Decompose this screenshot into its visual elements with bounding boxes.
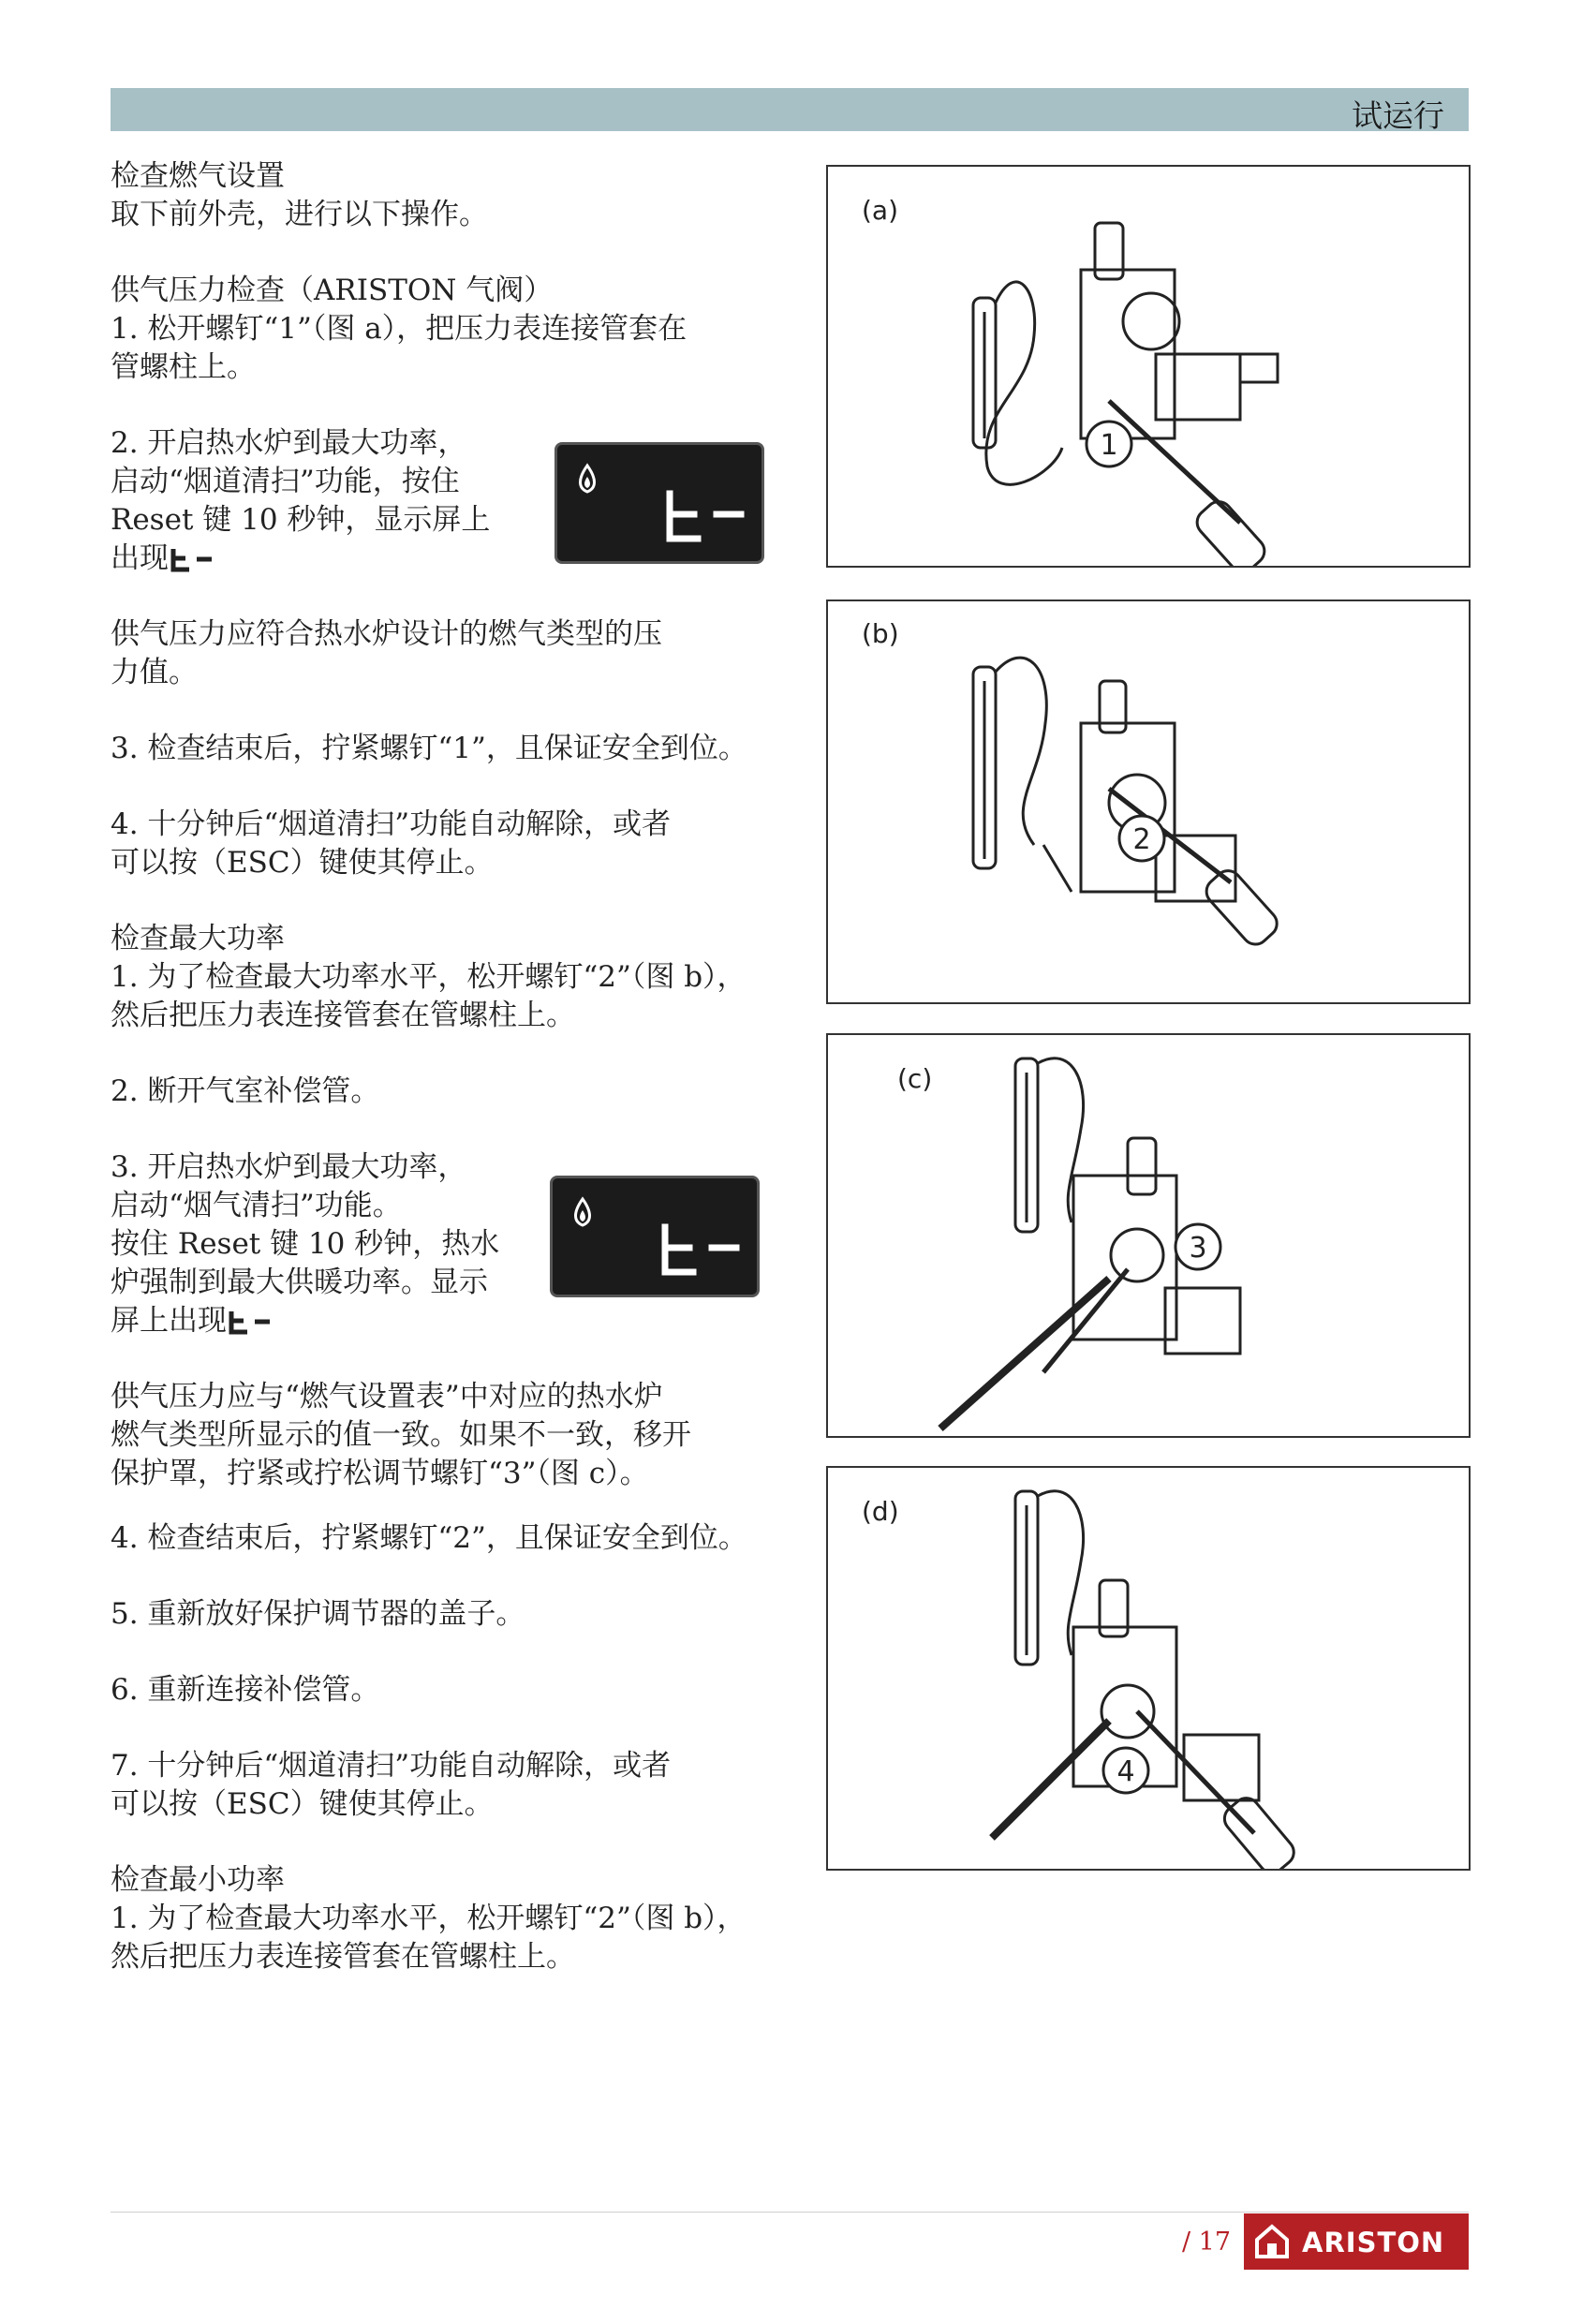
text-line: 按住 Reset 键 10 秒钟，热水 (111, 1227, 500, 1261)
gas-valve-illustration-c (828, 1035, 1469, 1436)
text-line: 炉强制到最大供暖功率。显示 (111, 1266, 488, 1299)
text-line: 然后把压力表连接管套在管螺柱上。 (111, 1940, 575, 1974)
gas-valve-illustration-b (828, 601, 1469, 1002)
text-line: 1. 为了检查最大功率水平，松开螺钉“2”（图 b）， (111, 1902, 747, 1935)
svg-text:1: 1 (1100, 429, 1118, 462)
text-line: 启动“烟气清扫”功能。 (111, 1189, 402, 1222)
svg-text:3: 3 (1189, 1232, 1207, 1265)
callout-1 (1087, 422, 1131, 466)
display-screen-2 (550, 1176, 760, 1297)
figure-a (826, 165, 1471, 568)
text-line-with-symbol: 出现 (111, 540, 776, 578)
text-line: 管螺柱上。 (111, 350, 256, 384)
text-line: 可以按（ESC）键使其停止。 (111, 846, 494, 880)
figure-d (826, 1466, 1471, 1871)
instructions-column (111, 157, 776, 1976)
svg-text:2: 2 (1132, 823, 1151, 856)
figure-label: (b) (862, 618, 899, 649)
display-screen-1 (554, 442, 764, 564)
callout-4 (1103, 1748, 1148, 1793)
text-line: 保护罩，拧紧或拧松调节螺钉“3”（图 c）。 (111, 1457, 649, 1490)
callout-2 (1119, 816, 1164, 861)
tminus-symbol-icon (169, 546, 217, 574)
text-line: 4. 十分钟后“烟道清扫”功能自动解除，或者 (111, 807, 672, 841)
text-line: 3. 检查结束后，拧紧螺钉“1”，且保证安全到位。 (111, 732, 747, 765)
gas-valve-illustration-a (828, 167, 1469, 566)
text-line: 取下前外壳，进行以下操作。 (111, 198, 488, 231)
figure-label: (a) (862, 195, 899, 226)
tminus-segment-icon (665, 1227, 736, 1272)
footer-divider (111, 2212, 1469, 2213)
section-title: 试运行 (1352, 97, 1444, 134)
text-line: 4. 检查结束后，拧紧螺钉“2”，且保证安全到位。 (111, 1521, 747, 1555)
flame-icon (581, 466, 595, 492)
house-logo-icon (1244, 2213, 1300, 2270)
text-line: 燃气类型所显示的值一致。如果不一致，移开 (111, 1418, 691, 1452)
gas-valve-illustration-d (828, 1468, 1469, 1869)
text-line: 7. 十分钟后“烟道清扫”功能自动解除，或者 (111, 1749, 672, 1783)
text-line: 2. 断开气室补偿管。 (111, 1074, 380, 1108)
figure-b (826, 600, 1471, 1004)
figure-label: (d) (862, 1496, 899, 1527)
text-line: 可以按（ESC）键使其停止。 (111, 1787, 494, 1821)
text-line: 然后把压力表连接管套在管螺柱上。 (111, 999, 575, 1032)
text-line: 启动“烟道清扫”功能，按住 (111, 465, 460, 498)
text-line: 6. 重新连接补偿管。 (111, 1673, 380, 1707)
text-line: 1. 松开螺钉“1”（图 a），把压力表连接管套在 (111, 312, 688, 346)
text-line: 3. 开启热水炉到最大功率， (111, 1150, 467, 1184)
tminus-segment-icon (670, 494, 741, 539)
brand-name: ARISTON (1302, 2227, 1445, 2258)
text-line: 供气压力应符合热水炉设计的燃气类型的压 (111, 617, 662, 651)
tminus-symbol-icon (227, 1309, 275, 1337)
text-line: Reset 键 10 秒钟，显示屏上 (111, 503, 491, 537)
text-line: 力值。 (111, 656, 198, 689)
callout-3 (1175, 1224, 1220, 1269)
section-header-bar (111, 88, 1469, 134)
heading-max-power: 检查最大功率 (111, 922, 285, 955)
ariston-logo (1244, 2213, 1469, 2270)
heading-check-gas: 检查燃气设置 (111, 159, 285, 193)
text-line-with-symbol: 屏上出现 (111, 1302, 776, 1340)
flame-icon (576, 1199, 590, 1225)
text-line: 1. 为了检查最大功率水平，松开螺钉“2”（图 b）， (111, 960, 747, 994)
heading-supply-pressure: 供气压力检查（ARISTON 气阀） (111, 274, 554, 307)
svg-text:4: 4 (1116, 1755, 1135, 1788)
text-line: 2. 开启热水炉到最大功率， (111, 426, 467, 460)
figure-c (826, 1033, 1471, 1438)
heading-min-power: 检查最小功率 (111, 1863, 285, 1897)
page-number: / 17 (1182, 2228, 1232, 2257)
text-line: 供气压力应与“燃气设置表”中对应的热水炉 (111, 1380, 663, 1414)
figure-label: (c) (897, 1063, 933, 1094)
text-line: 5. 重新放好保护调节器的盖子。 (111, 1597, 525, 1631)
